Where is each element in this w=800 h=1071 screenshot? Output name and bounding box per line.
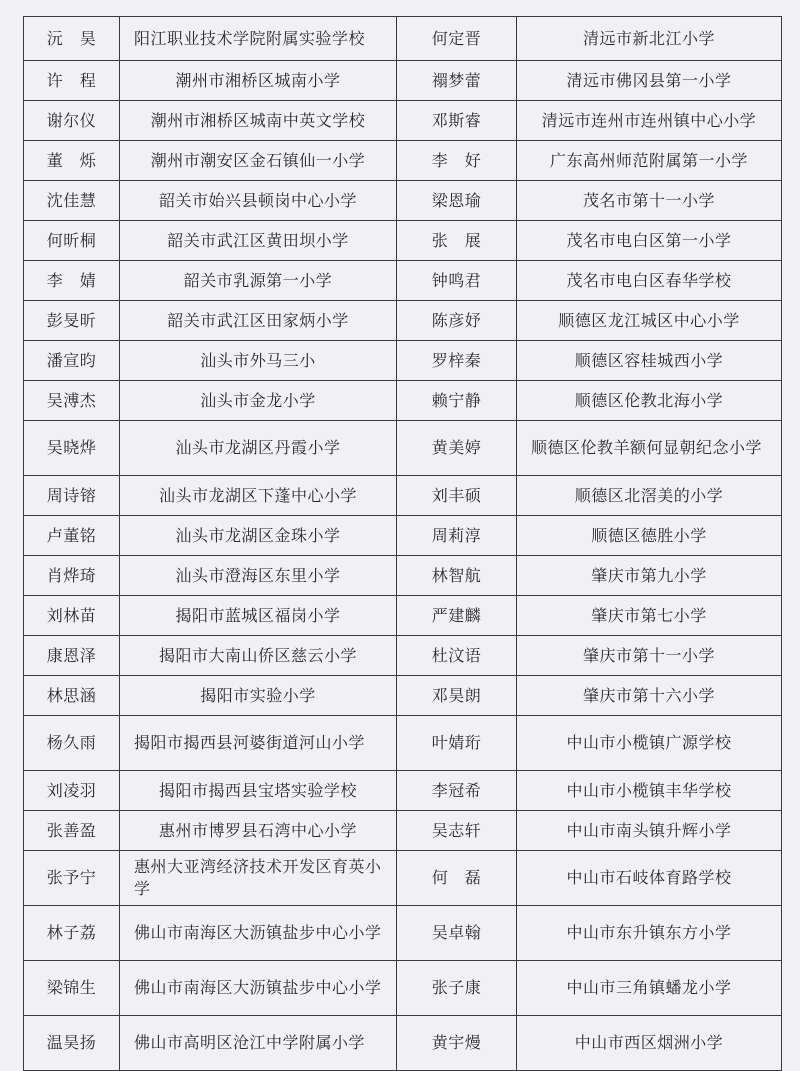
student-name: 许 程 — [24, 61, 120, 101]
school-name: 汕头市澄海区东里小学 — [120, 556, 397, 596]
school-name: 佛山市南海区大沥镇盐步中心小学 — [120, 961, 397, 1016]
school-name: 韶关市武江区黄田坝小学 — [120, 221, 397, 261]
student-name: 陈彦妤 — [397, 301, 517, 341]
student-name: 周莉淳 — [397, 516, 517, 556]
school-name: 顺德区伦教羊额何显朝纪念小学 — [517, 421, 782, 476]
award-roster-table — [23, 16, 782, 1071]
school-name: 肇庆市第十一小学 — [517, 636, 782, 676]
school-name: 汕头市龙湖区丹霞小学 — [120, 421, 397, 476]
table-row — [24, 17, 782, 61]
school-name: 中山市石岐体育路学校 — [517, 851, 782, 906]
table-row — [24, 596, 782, 636]
school-name: 中山市三角镇蟠龙小学 — [517, 961, 782, 1016]
student-name: 李 婧 — [24, 261, 120, 301]
table-row — [24, 101, 782, 141]
student-name: 林子荔 — [24, 906, 120, 961]
school-name: 汕头市外马三小 — [120, 341, 397, 381]
table-row — [24, 261, 782, 301]
student-name: 潘宣昀 — [24, 341, 120, 381]
school-name: 惠州市博罗县石湾中心小学 — [120, 811, 397, 851]
school-name: 肇庆市第九小学 — [517, 556, 782, 596]
student-name: 沅 昊 — [24, 17, 120, 61]
roster-body — [24, 17, 782, 1071]
student-name: 董 烁 — [24, 141, 120, 181]
table-row — [24, 556, 782, 596]
school-name: 顺德区北滘美的小学 — [517, 476, 782, 516]
student-name: 沈佳慧 — [24, 181, 120, 221]
student-name: 张善盈 — [24, 811, 120, 851]
school-name: 清远市新北江小学 — [517, 17, 782, 61]
student-name: 温昊扬 — [24, 1016, 120, 1071]
student-name: 林智航 — [397, 556, 517, 596]
school-name: 揭阳市揭西县河婆街道河山小学 — [120, 716, 397, 771]
school-name: 广东高州师范附属第一小学 — [517, 141, 782, 181]
table-row — [24, 636, 782, 676]
school-name: 汕头市龙湖区下蓬中心小学 — [120, 476, 397, 516]
school-name: 佛山市南海区大沥镇盐步中心小学 — [120, 906, 397, 961]
school-name: 韶关市乳源第一小学 — [120, 261, 397, 301]
table-row — [24, 811, 782, 851]
school-name: 惠州大亚湾经济技术开发区育英小学 — [120, 851, 397, 906]
school-name: 顺德区伦教北海小学 — [517, 381, 782, 421]
school-name: 潮州市湘桥区城南中英文学校 — [120, 101, 397, 141]
table-row — [24, 221, 782, 261]
table-row — [24, 476, 782, 516]
table-row — [24, 906, 782, 961]
school-name: 茂名市电白区第一小学 — [517, 221, 782, 261]
student-name: 张 展 — [397, 221, 517, 261]
student-name: 何 磊 — [397, 851, 517, 906]
table-row — [24, 771, 782, 811]
school-name: 中山市西区烟洲小学 — [517, 1016, 782, 1071]
student-name: 谢尔仪 — [24, 101, 120, 141]
school-name: 顺德区德胜小学 — [517, 516, 782, 556]
student-name: 赖宁静 — [397, 381, 517, 421]
student-name: 吴志轩 — [397, 811, 517, 851]
school-name: 汕头市龙湖区金珠小学 — [120, 516, 397, 556]
school-name: 韶关市始兴县顿岗中心小学 — [120, 181, 397, 221]
student-name: 吴卓翰 — [397, 906, 517, 961]
student-name: 梁恩瑜 — [397, 181, 517, 221]
school-name: 清远市连州市连州镇中心小学 — [517, 101, 782, 141]
student-name: 刘丰硕 — [397, 476, 517, 516]
school-name: 揭阳市揭西县宝塔实验学校 — [120, 771, 397, 811]
school-name: 茂名市第十一小学 — [517, 181, 782, 221]
school-name: 肇庆市第十六小学 — [517, 676, 782, 716]
school-name: 揭阳市实验小学 — [120, 676, 397, 716]
school-name: 清远市佛冈县第一小学 — [517, 61, 782, 101]
student-name: 何定晋 — [397, 17, 517, 61]
table-row — [24, 181, 782, 221]
student-name: 邓斯睿 — [397, 101, 517, 141]
school-name: 佛山市高明区沧江中学附属小学 — [120, 1016, 397, 1071]
school-name: 中山市东升镇东方小学 — [517, 906, 782, 961]
table-row — [24, 851, 782, 906]
student-name: 李冠希 — [397, 771, 517, 811]
table-row — [24, 961, 782, 1016]
table-row — [24, 516, 782, 556]
table-row — [24, 61, 782, 101]
student-name: 张予宁 — [24, 851, 120, 906]
student-name: 杜汶语 — [397, 636, 517, 676]
school-name: 潮州市潮安区金石镇仙一小学 — [120, 141, 397, 181]
school-name: 潮州市湘桥区城南小学 — [120, 61, 397, 101]
student-name: 何昕桐 — [24, 221, 120, 261]
student-name: 刘凌羽 — [24, 771, 120, 811]
table-row — [24, 421, 782, 476]
student-name: 卢董铭 — [24, 516, 120, 556]
student-name: 梁锦生 — [24, 961, 120, 1016]
school-name: 韶关市武江区田家炳小学 — [120, 301, 397, 341]
student-name: 李 好 — [397, 141, 517, 181]
school-name: 中山市南头镇升辉小学 — [517, 811, 782, 851]
table-row — [24, 716, 782, 771]
student-name: 邓昊朗 — [397, 676, 517, 716]
student-name: 彭旻昕 — [24, 301, 120, 341]
table-row — [24, 141, 782, 181]
table-row — [24, 381, 782, 421]
student-name: 禤梦蕾 — [397, 61, 517, 101]
school-name: 肇庆市第七小学 — [517, 596, 782, 636]
table-row — [24, 301, 782, 341]
student-name: 钟鸣君 — [397, 261, 517, 301]
table-row — [24, 676, 782, 716]
student-name: 林思涵 — [24, 676, 120, 716]
table-row — [24, 1016, 782, 1071]
school-name: 中山市小榄镇广源学校 — [517, 716, 782, 771]
student-name: 严建麟 — [397, 596, 517, 636]
school-name: 汕头市金龙小学 — [120, 381, 397, 421]
school-name: 揭阳市大南山侨区慈云小学 — [120, 636, 397, 676]
student-name: 黄美婷 — [397, 421, 517, 476]
table-row — [24, 341, 782, 381]
student-name: 吴晓烨 — [24, 421, 120, 476]
student-name: 张子康 — [397, 961, 517, 1016]
school-name: 阳江职业技术学院附属实验学校 — [120, 17, 397, 61]
student-name: 刘林苗 — [24, 596, 120, 636]
school-name: 中山市小榄镇丰华学校 — [517, 771, 782, 811]
student-name: 叶婧珩 — [397, 716, 517, 771]
school-name: 顺德区龙江城区中心小学 — [517, 301, 782, 341]
student-name: 罗梓秦 — [397, 341, 517, 381]
school-name: 茂名市电白区春华学校 — [517, 261, 782, 301]
student-name: 吴溥杰 — [24, 381, 120, 421]
student-name: 黄宇熳 — [397, 1016, 517, 1071]
student-name: 康恩泽 — [24, 636, 120, 676]
student-name: 肖烨琦 — [24, 556, 120, 596]
school-name: 顺德区容桂城西小学 — [517, 341, 782, 381]
student-name: 杨久雨 — [24, 716, 120, 771]
school-name: 揭阳市蓝城区福岗小学 — [120, 596, 397, 636]
student-name: 周诗镕 — [24, 476, 120, 516]
